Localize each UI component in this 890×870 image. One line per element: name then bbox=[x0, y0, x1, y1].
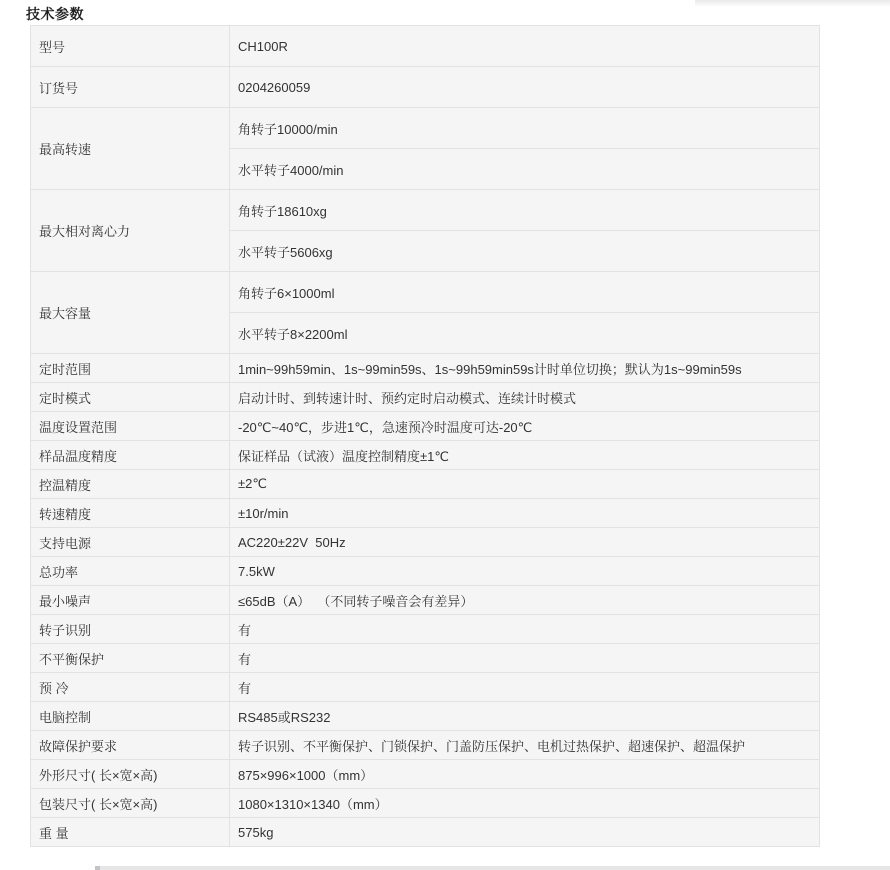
spec-row bbox=[31, 673, 820, 702]
spec-row bbox=[31, 702, 820, 731]
technical-parameters-table bbox=[30, 25, 820, 847]
spec-label-cell: 定时模式 bbox=[31, 383, 230, 412]
spec-label-cell: 最高转速 bbox=[31, 108, 230, 190]
spec-label-cell: 最大相对离心力 bbox=[31, 190, 230, 272]
spec-label-cell: 支持电源 bbox=[31, 528, 230, 557]
spec-row bbox=[31, 615, 820, 644]
spec-value-cell: 有 bbox=[230, 644, 820, 673]
spec-value-cell: 转子识别、不平衡保护、门锁保护、门盖防压保护、电机过热保护、超速保护、超温保护 bbox=[230, 731, 820, 760]
spec-value-cell: ≤65dB（A） （不同转子噪音会有差异） bbox=[230, 586, 820, 615]
spec-value-cell: 有 bbox=[230, 673, 820, 702]
spec-row bbox=[31, 108, 820, 149]
spec-row bbox=[31, 470, 820, 499]
spec-label-cell: 故障保护要求 bbox=[31, 731, 230, 760]
spec-label-cell: 最小噪声 bbox=[31, 586, 230, 615]
spec-row bbox=[31, 731, 820, 760]
spec-label-cell: 包装尺寸( 长×宽×高) bbox=[31, 789, 230, 818]
spec-label-cell: 外形尺寸( 长×宽×高) bbox=[31, 760, 230, 789]
spec-value-cell: 角转子6×1000ml bbox=[230, 272, 820, 313]
spec-value-cell: 水平转子5606xg bbox=[230, 231, 820, 272]
spec-row bbox=[31, 190, 820, 231]
spec-value-cell: 有 bbox=[230, 615, 820, 644]
spec-value-cell: 575kg bbox=[230, 818, 820, 847]
spec-row bbox=[31, 586, 820, 615]
spec-label-cell: 型号 bbox=[31, 26, 230, 67]
spec-label-cell: 定时范围 bbox=[31, 354, 230, 383]
spec-value-cell: 角转子18610xg bbox=[230, 190, 820, 231]
spec-label-cell: 预 冷 bbox=[31, 673, 230, 702]
spec-value-cell: 水平转子8×2200ml bbox=[230, 313, 820, 354]
spec-value-cell: 保证样品（试液）温度控制精度±1℃ bbox=[230, 441, 820, 470]
spec-label-cell: 重 量 bbox=[31, 818, 230, 847]
spec-value-cell: 0204260059 bbox=[230, 67, 820, 108]
spec-label-cell: 温度设置范围 bbox=[31, 412, 230, 441]
page-top-shadow bbox=[695, 0, 890, 7]
spec-row bbox=[31, 67, 820, 108]
spec-value-cell: 启动计时、到转速计时、预约定时启动模式、连续计时模式 bbox=[230, 383, 820, 412]
spec-label-cell: 总功率 bbox=[31, 557, 230, 586]
spec-label-cell: 转子识别 bbox=[31, 615, 230, 644]
spec-label-cell: 不平衡保护 bbox=[31, 644, 230, 673]
spec-value-cell: ±2℃ bbox=[230, 470, 820, 499]
spec-label-cell: 控温精度 bbox=[31, 470, 230, 499]
spec-value-cell: CH100R bbox=[230, 26, 820, 67]
spec-row bbox=[31, 818, 820, 847]
spec-row bbox=[31, 26, 820, 67]
spec-row bbox=[31, 441, 820, 470]
spec-value-cell: 875×996×1000（mm） bbox=[230, 760, 820, 789]
spec-value-cell: 1080×1310×1340（mm） bbox=[230, 789, 820, 818]
spec-value-cell: 角转子10000/min bbox=[230, 108, 820, 149]
spec-label-cell: 转速精度 bbox=[31, 499, 230, 528]
spec-row bbox=[31, 789, 820, 818]
spec-label-cell: 最大容量 bbox=[31, 272, 230, 354]
spec-value-cell: -20℃~40℃，步进1℃，急速预冷时温度可达-20℃ bbox=[230, 412, 820, 441]
spec-value-cell: ±10r/min bbox=[230, 499, 820, 528]
spec-row bbox=[31, 354, 820, 383]
spec-row bbox=[31, 499, 820, 528]
spec-row bbox=[31, 272, 820, 313]
spec-value-cell: AC220±22V 50Hz bbox=[230, 528, 820, 557]
spec-row bbox=[31, 383, 820, 412]
spec-label-cell: 电脑控制 bbox=[31, 702, 230, 731]
horizontal-scrollbar[interactable] bbox=[95, 866, 890, 870]
spec-row bbox=[31, 760, 820, 789]
spec-label-cell: 订货号 bbox=[31, 67, 230, 108]
spec-value-cell: 7.5kW bbox=[230, 557, 820, 586]
spec-label-cell: 样品温度精度 bbox=[31, 441, 230, 470]
spec-row bbox=[31, 644, 820, 673]
spec-value-cell: 水平转子4000/min bbox=[230, 149, 820, 190]
spec-value-cell: 1min~99h59min、1s~99min59s、1s~99h59min59s计时单位切换；默认为1s~99min59s bbox=[230, 354, 820, 383]
spec-row bbox=[31, 557, 820, 586]
spec-row bbox=[31, 528, 820, 557]
spec-row bbox=[31, 412, 820, 441]
spec-value-cell: RS485或RS232 bbox=[230, 702, 820, 731]
page-title: 技术参数 bbox=[26, 6, 84, 22]
